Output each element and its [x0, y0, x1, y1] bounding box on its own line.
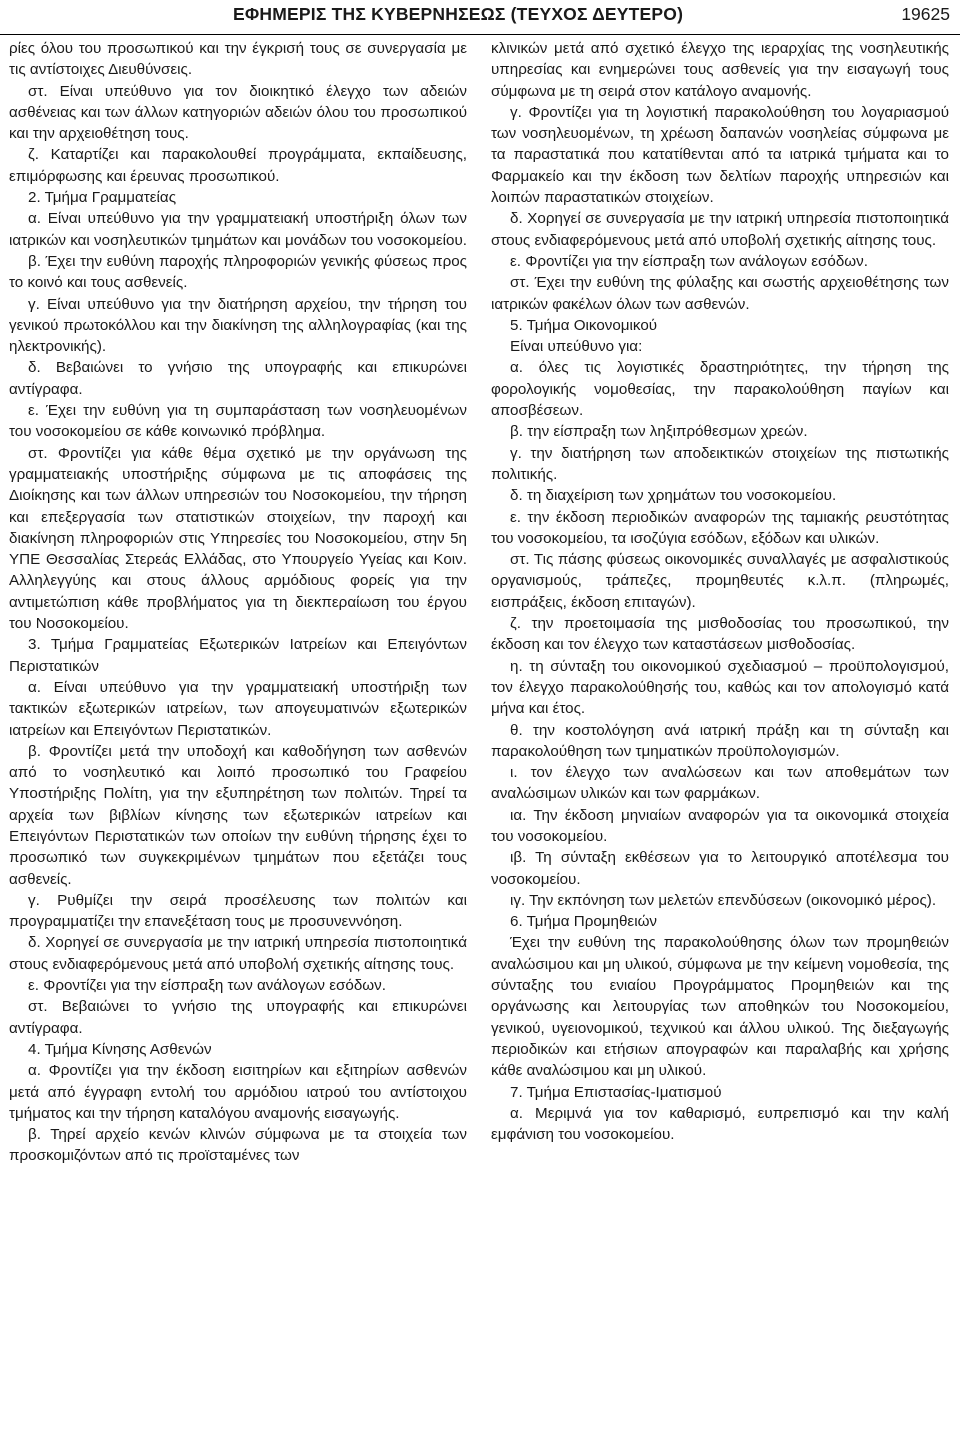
- right-column: [491, 38, 949, 1145]
- paragraph: ια. Την έκδοση μηνιαίων αναφορών για τα οικονομικά στοιχεία του νοσοκομείου.: [491, 806, 949, 845]
- paragraph: γ. την διατήρηση των αποδεικτικών στοιχείων της πιστωτικής πολιτικής.: [491, 444, 949, 483]
- paragraph: στ. Είναι υπεύθυνο για τον διοικητικό έλεγχο των αδειών ασθένειας και των άλλων κατηγοριών αδειών όλου του προσωπικού και την αρχειοθέτηση τους.: [9, 82, 467, 143]
- paragraph: Είναι υπεύθυνο για:: [510, 338, 643, 356]
- paragraph: β. Έχει την ευθύνη παροχής πληροφοριών γενικής φύσεως προς το κοινό και τους ασθενείς.: [9, 252, 467, 292]
- paragraph: στ. Τις πάσης φύσεως οικονομικές συναλλαγές με ασφαλιστικούς οργανισμούς, τράπεζες, προμηθευτές κ.λ.π. (πληρωμές, εισπράξεις, έκδοση επιταγών).: [491, 551, 949, 611]
- gazette-title: ΕΦΗΜΕΡΙΣ ΤΗΣ ΚΥΒΕΡΝΗΣΕΩΣ (ΤΕΥΧΟΣ ΔΕΥΤΕΡΟ): [233, 4, 684, 24]
- paragraph: ζ. Καταρτίζει και παρακολουθεί προγράμματα, εκπαίδευσης, επιμόρφωσης και έρευνας προσωπικού.: [9, 146, 467, 185]
- section-heading: 6. Τμήμα Προμηθειών: [510, 913, 658, 931]
- paragraph: δ. Βεβαιώνει το γνήσιο της υπογραφής και επικυρώνει αντίγραφα.: [9, 359, 467, 398]
- paragraph: κλινικών μετά από σχετικό έλεγχο της ιεραρχίας της νοσηλευτικής υπηρεσίας και ενημερώνει τους ασθενείς για την εισαγωγή τους σύμφωνα με τη σειρά στον κατάλογο αναμονής.: [491, 40, 949, 100]
- paragraph: ε. Φροντίζει για την είσπραξη των ανάλογων εσόδων.: [510, 252, 868, 270]
- paragraph: α. Φροντίζει για την έκδοση εισιτηρίων και εξιτηρίων ασθενών μετά από έγγραφη εντολή του αρμόδιου ιατρού του αντίστοιχου τμήματος και την τήρηση καταλόγου αναμονής εισαγωγής.: [9, 1062, 467, 1122]
- paragraph: β. την είσπραξη των ληξιπρόθεσμων χρεών.: [510, 423, 808, 441]
- section-heading: 3. Τμήμα Γραμματείας Εξωτερικών Ιατρείων και Επειγόντων Περιστατικών: [9, 636, 467, 675]
- paragraph: δ. Χορηγεί σε συνεργασία με την ιατρική υπηρεσία πιστοποιητικά στους ενδιαφερόμενους μετά από υποβολή σχετικής αίτησης τους.: [9, 934, 467, 973]
- paragraph: α. Μεριμνά για τον καθαρισμό, ευπρεπισμό και την καλή εμφάνιση του νοσοκομείου.: [491, 1104, 949, 1144]
- paragraph: γ. Φροντίζει για τη λογιστική παρακολούθηση του λογαριασμού των νοσηλευομένων, τη χρέωση δαπανών νοσηλείας σύμφωνα με τα παραστατικά που κατατίθενται από τα ιατρικά τμήματα και το Φαρμακείο και την έκδοση των δελτίων παροχής υπηρεσιών και λοιπών παραστατικών στοιχείων.: [491, 103, 949, 207]
- paragraph: γ. Ρυθμίζει την σειρά προσέλευσης των πολιτών και προγραμματίζει την επανεξέταση τους με προσυνεννόηση.: [9, 891, 467, 931]
- paragraph: δ. τη διαχείριση των χρημάτων του νοσοκομείου.: [510, 487, 837, 505]
- paragraph: στ. Έχει την ευθύνη της φύλαξης και σωστής αρχειοθέτησης των ιατρικών φακέλων όλων των ασθενών.: [491, 274, 949, 313]
- paragraph: α. Είναι υπεύθυνο για την γραμματειακή υποστήριξη των τακτικών εξωτερικών ιατρείων, των απογευματινών εξωτερικών ιατρείων και Επειγόντων Περιστατικών.: [9, 678, 467, 739]
- paragraph: ζ. την προετοιμασία της μισθοδοσίας του προσωπικού, την έκδοση και τον έλεγχο των καταστάσεων μισθοδοσίας.: [491, 615, 949, 654]
- paragraph: θ. την κοστολόγηση ανά ιατρική πράξη και τη σύνταξη και παρακολούθηση των τμηματικών προϋπολογισμών.: [491, 721, 949, 760]
- page-header: [0, 0, 960, 35]
- section-heading: 5. Τμήμα Οικονομικού: [510, 316, 658, 334]
- paragraph: στ. Φροντίζει για κάθε θέμα σχετικό με την οργάνωση της γραμματειακής υποστήριξης σύμφωνα με τις αποφάσεις της Διοίκησης και των άλλων υπηρεσιών του Νοσοκομείου, την τήρηση και επεξεργασία των στατιστικών στοιχείων, την παροχή και διακίνηση πληροφοριών στις Υπηρεσίες του Νοσοκομείου, στην 5η ΥΠΕ Θεσσαλίας Στερεάς Ελλάδας, στο Υπουργείο Υγείας και Κοιν. Αλληλεγγύης και στους άλλους αρμόδιους φορείς για την αντιμετώπιση κάθε προβλήματος για τη διεκπεραίωση του έργου του Νοσοκομείου.: [9, 444, 467, 633]
- section-heading: 7. Τμήμα Επιστασίας-Ιματισμού: [510, 1083, 722, 1101]
- section-heading: 4. Τμήμα Κίνησης Ασθενών: [28, 1040, 212, 1058]
- paragraph: Έχει την ευθύνη της παρακολούθησης όλων των προμηθειών αναλώσιμου και μη υλικού, σύμφωνα με την κείμενη νομοθεσία, της σύνταξης του ενιαίου Προγράμματος Προμηθειών και της οργάνωσης και λειτουργίας των αποθηκών του Νοσοκομείου, γενικού, υγειονομικού, τεχνικού και άλλου υλικού. Της διεξαγωγής περιοδικών και ετήσιων απογραφών και παραλαβής και χρήσης κάθε αναλώσιμου και μη υλικού.: [491, 934, 949, 1080]
- paragraph: β. Φροντίζει μετά την υποδοχή και καθοδήγηση των ασθενών από το νοσηλευτικό και λοιπό προσωπικό του Γραφείου Υποστήριξης Πολίτη, για την εξυπηρέτηση των πολιτών. Τηρεί τα αρχεία των βιβλίων κίνησης των εξωτερικών ιατρείων και Επειγόντων Περιστατικών των οποίων την ευθύνη τήρησης έχει το προσωπικό των συγκεκριμένων τμημάτων που εξετάζει τους ασθενείς.: [9, 742, 467, 888]
- paragraph: δ. Χορηγεί σε συνεργασία με την ιατρική υπηρεσία πιστοποιητικά στους ενδιαφερόμενους μετά από υποβολή σχετικής αίτησης τους.: [491, 210, 949, 249]
- paragraph: ιβ. Τη σύνταξη εκθέσεων για το λειτουργικό αποτέλεσμα του νοσοκομείου.: [491, 849, 949, 888]
- paragraph: ε. Έχει την ευθύνη για τη συμπαράσταση των νοσηλευομένων του νοσοκομείου σε κάθε κοινωνικό πρόβλημα.: [9, 402, 467, 441]
- paragraph: ι. τον έλεγχο των αναλώσεων και των αποθεμάτων των αναλώσιμων υλικών και των φαρμάκων.: [491, 764, 949, 803]
- paragraph: ιγ. Την εκπόνηση των μελετών επενδύσεων (οικονομικό μέρος).: [510, 891, 937, 909]
- paragraph: α. Είναι υπεύθυνο για την γραμματειακή υποστήριξη όλων των ιατρικών και νοσηλευτικών τμημάτων και μονάδων του νοσοκομείου.: [9, 210, 468, 249]
- page-number: 19625: [901, 4, 950, 24]
- paragraph: στ. Βεβαιώνει το γνήσιο της υπογραφής και επικυρώνει αντίγραφα.: [9, 998, 467, 1037]
- paragraph: ρίες όλου του προσωπικού και την έγκρισή τους σε συνεργασία με τις αντίστοιχες Διευθύνσεις.: [9, 40, 467, 79]
- paragraph: γ. Είναι υπεύθυνο για την διατήρηση αρχείου, την τήρηση του γενικού πρωτοκόλλου και την διακίνηση της αλληλογραφίας (και της ηλεκτρονικής).: [9, 295, 467, 356]
- paragraph: ε. Φροντίζει για την είσπραξη των ανάλογων εσόδων.: [28, 977, 386, 995]
- paragraph: α. όλες τις λογιστικές δραστηριότητες, την τήρηση της φορολογικής νομοθεσίας, την παρακολούθηση παγίων και αποσβέσεων.: [491, 359, 949, 420]
- paragraph: ε. την έκδοση περιοδικών αναφορών της ταμιακής ρευστότητας του νοσοκομείου, τα ισοζύγια εσόδων, εξόδων και υλικών.: [491, 508, 949, 547]
- section-heading: 2. Τμήμα Γραμματείας: [28, 189, 177, 207]
- paragraph: η. τη σύνταξη του οικονομικού σχεδιασμού – προϋπολογισμού, τον έλεγχο παρακολούθησής του, καθώς και τον απολογισμό κατά μήνα και έτος.: [491, 657, 949, 718]
- paragraph: β. Τηρεί αρχείο κενών κλινών σύμφωνα με τα στοιχεία των προσκομιζόντων από τις προϊσταμένες των: [9, 1126, 467, 1165]
- left-column: [9, 38, 467, 1167]
